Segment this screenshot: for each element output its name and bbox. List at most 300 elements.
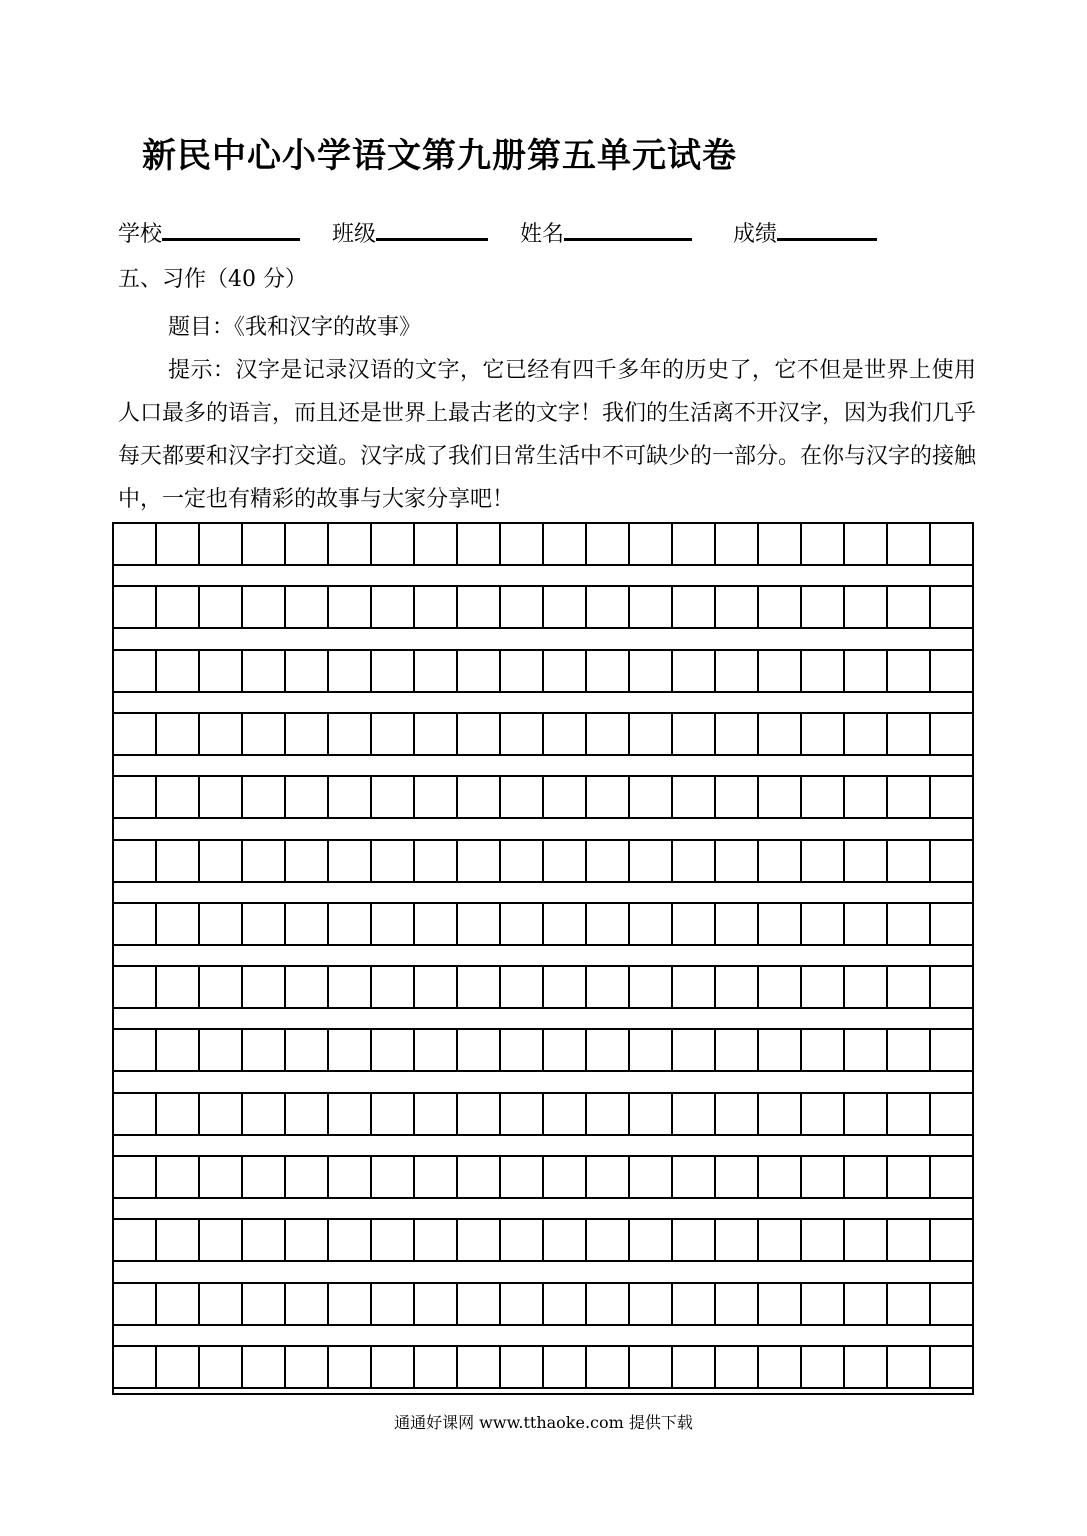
grid-row bbox=[114, 1092, 972, 1136]
grid-cell[interactable] bbox=[370, 1284, 413, 1324]
grid-cell[interactable] bbox=[929, 1284, 972, 1324]
grid-cell[interactable] bbox=[155, 1284, 198, 1324]
grid-row bbox=[114, 1218, 972, 1262]
grid-cell[interactable] bbox=[929, 587, 972, 627]
grid-cell[interactable] bbox=[757, 587, 800, 627]
grid-cell[interactable] bbox=[929, 967, 972, 1007]
grid-cell[interactable] bbox=[929, 1347, 972, 1387]
grid-cell[interactable] bbox=[542, 841, 585, 881]
grid-cell[interactable] bbox=[327, 1030, 370, 1070]
grid-cell[interactable] bbox=[198, 1284, 241, 1324]
grid-cell[interactable] bbox=[886, 1157, 929, 1197]
school-blank[interactable] bbox=[162, 216, 300, 241]
grid-cell[interactable] bbox=[886, 904, 929, 944]
grid-cell[interactable] bbox=[198, 777, 241, 817]
grid-cell[interactable] bbox=[757, 967, 800, 1007]
grid-cell[interactable] bbox=[198, 714, 241, 754]
grid-cell[interactable] bbox=[114, 967, 155, 1007]
grid-cell[interactable] bbox=[628, 1157, 671, 1197]
grid-cell[interactable] bbox=[114, 651, 155, 691]
grid-cell[interactable] bbox=[284, 587, 327, 627]
grid-cell[interactable] bbox=[714, 651, 757, 691]
grid-cell[interactable] bbox=[413, 841, 456, 881]
grid-cell[interactable] bbox=[757, 1030, 800, 1070]
grid-cell[interactable] bbox=[542, 1284, 585, 1324]
grid-cell[interactable] bbox=[114, 1094, 155, 1134]
grid-cell[interactable] bbox=[155, 967, 198, 1007]
grid-cell[interactable] bbox=[370, 1347, 413, 1387]
grid-cell[interactable] bbox=[585, 1220, 628, 1260]
grid-cell[interactable] bbox=[542, 524, 585, 564]
grid-cell[interactable] bbox=[542, 714, 585, 754]
grid-cell[interactable] bbox=[714, 714, 757, 754]
grid-cell[interactable] bbox=[585, 524, 628, 564]
grid-cell[interactable] bbox=[327, 1347, 370, 1387]
grid-row bbox=[114, 524, 972, 566]
grid-cell[interactable] bbox=[370, 524, 413, 564]
grid-cell[interactable] bbox=[929, 651, 972, 691]
grid-cell[interactable] bbox=[757, 1157, 800, 1197]
grid-cell[interactable] bbox=[671, 1094, 714, 1134]
grid-cell[interactable] bbox=[628, 967, 671, 1007]
grid-cell[interactable] bbox=[929, 904, 972, 944]
score-blank[interactable] bbox=[777, 216, 877, 241]
grid-cell[interactable] bbox=[843, 1030, 886, 1070]
grid-cell[interactable] bbox=[886, 714, 929, 754]
grid-cell[interactable] bbox=[241, 714, 284, 754]
grid-cell[interactable] bbox=[671, 524, 714, 564]
grid-cell[interactable] bbox=[542, 777, 585, 817]
grid-cell[interactable] bbox=[114, 524, 155, 564]
grid-cell[interactable] bbox=[456, 714, 499, 754]
grid-cell[interactable] bbox=[628, 1094, 671, 1134]
grid-cell[interactable] bbox=[671, 967, 714, 1007]
grid-cell[interactable] bbox=[628, 651, 671, 691]
grid-cell[interactable] bbox=[413, 1220, 456, 1260]
grid-cell[interactable] bbox=[456, 1030, 499, 1070]
grid-cell[interactable] bbox=[284, 714, 327, 754]
grid-cell[interactable] bbox=[757, 904, 800, 944]
grid-cell[interactable] bbox=[843, 1220, 886, 1260]
grid-cell[interactable] bbox=[671, 1347, 714, 1387]
grid-cell[interactable] bbox=[155, 1030, 198, 1070]
grid-cell[interactable] bbox=[241, 1220, 284, 1260]
grid-cell[interactable] bbox=[585, 1030, 628, 1070]
grid-cell[interactable] bbox=[499, 777, 542, 817]
grid-cell[interactable] bbox=[241, 1157, 284, 1197]
grid-cell[interactable] bbox=[241, 587, 284, 627]
grid-cell[interactable] bbox=[114, 1347, 155, 1387]
grid-cell[interactable] bbox=[800, 1157, 843, 1197]
grid-cell[interactable] bbox=[456, 1284, 499, 1324]
grid-cell[interactable] bbox=[413, 777, 456, 817]
grid-cell[interactable] bbox=[327, 524, 370, 564]
grid-cell[interactable] bbox=[370, 587, 413, 627]
grid-cell[interactable] bbox=[327, 904, 370, 944]
grid-cell[interactable] bbox=[370, 841, 413, 881]
grid-cell[interactable] bbox=[929, 1030, 972, 1070]
grid-cell[interactable] bbox=[714, 1094, 757, 1134]
grid-cell[interactable] bbox=[155, 651, 198, 691]
grid-cell[interactable] bbox=[284, 1284, 327, 1324]
grid-cell[interactable] bbox=[800, 1220, 843, 1260]
grid-cell[interactable] bbox=[671, 651, 714, 691]
grid-cell[interactable] bbox=[542, 1094, 585, 1134]
grid-cell[interactable] bbox=[284, 1094, 327, 1134]
grid-cell[interactable] bbox=[542, 1157, 585, 1197]
grid-cell[interactable] bbox=[886, 1094, 929, 1134]
grid-cell[interactable] bbox=[843, 714, 886, 754]
grid-cell[interactable] bbox=[499, 1284, 542, 1324]
grid-cell[interactable] bbox=[198, 967, 241, 1007]
grid-cell[interactable] bbox=[198, 1220, 241, 1260]
grid-row bbox=[114, 839, 972, 883]
grid-cell[interactable] bbox=[155, 777, 198, 817]
grid-cell[interactable] bbox=[456, 904, 499, 944]
grid-cell[interactable] bbox=[499, 841, 542, 881]
grid-cell[interactable] bbox=[284, 967, 327, 1007]
grid-cell[interactable] bbox=[198, 1030, 241, 1070]
grid-cell[interactable] bbox=[456, 841, 499, 881]
grid-cell[interactable] bbox=[499, 1030, 542, 1070]
grid-cell[interactable] bbox=[114, 841, 155, 881]
grid-cell[interactable] bbox=[886, 651, 929, 691]
grid-cell[interactable] bbox=[114, 587, 155, 627]
grid-cell[interactable] bbox=[542, 1347, 585, 1387]
grid-cell[interactable] bbox=[800, 1347, 843, 1387]
grid-cell[interactable] bbox=[327, 841, 370, 881]
grid-cell[interactable] bbox=[413, 1284, 456, 1324]
grid-cell[interactable] bbox=[628, 714, 671, 754]
grid-cell[interactable] bbox=[413, 967, 456, 1007]
grid-cell[interactable] bbox=[327, 651, 370, 691]
grid-cell[interactable] bbox=[327, 714, 370, 754]
grid-cell[interactable] bbox=[198, 1157, 241, 1197]
grid-cell[interactable] bbox=[456, 967, 499, 1007]
grid-cell[interactable] bbox=[628, 1347, 671, 1387]
grid-cell[interactable] bbox=[628, 841, 671, 881]
grid-cell[interactable] bbox=[628, 904, 671, 944]
grid-cell[interactable] bbox=[370, 777, 413, 817]
grid-cell[interactable] bbox=[327, 1284, 370, 1324]
grid-cell[interactable] bbox=[671, 714, 714, 754]
grid-cell[interactable] bbox=[929, 524, 972, 564]
grid-cell[interactable] bbox=[284, 524, 327, 564]
grid-cell[interactable] bbox=[499, 1157, 542, 1197]
grid-cell[interactable] bbox=[499, 904, 542, 944]
grid-cell[interactable] bbox=[714, 587, 757, 627]
grid-cell[interactable] bbox=[714, 1284, 757, 1324]
grid-cell[interactable] bbox=[714, 777, 757, 817]
grid-cell[interactable] bbox=[499, 587, 542, 627]
grid-cell[interactable] bbox=[757, 714, 800, 754]
grid-cell[interactable] bbox=[886, 777, 929, 817]
composition-prompt: 提示：汉字是记录汉语的文字，它已经有四千多年的历史了，它不但是世界上使用人口最多的语言，而且还是世界上最古老的文字！我们的生活离不开汉字，因为我们几乎每天都要和汉字打交道。汉字成了我们日常生活中不可缺少的一部分。在你与汉字的接触中，一定也有精彩的故事与大家分享吧！ bbox=[118, 358, 977, 512]
grid-cell[interactable] bbox=[800, 587, 843, 627]
grid-cell[interactable] bbox=[585, 1094, 628, 1134]
grid-cell[interactable] bbox=[628, 1284, 671, 1324]
grid-cell[interactable] bbox=[929, 1157, 972, 1197]
grid-cell[interactable] bbox=[241, 1030, 284, 1070]
class-blank[interactable] bbox=[376, 216, 488, 241]
grid-cell[interactable] bbox=[413, 714, 456, 754]
grid-cell[interactable] bbox=[542, 967, 585, 1007]
grid-cell[interactable] bbox=[499, 651, 542, 691]
class-field bbox=[332, 216, 488, 248]
grid-cell[interactable] bbox=[671, 904, 714, 944]
grid-cell[interactable] bbox=[757, 1094, 800, 1134]
grid-cell[interactable] bbox=[370, 967, 413, 1007]
grid-cell[interactable] bbox=[585, 1347, 628, 1387]
grid-cell[interactable] bbox=[155, 1347, 198, 1387]
grid-cell[interactable] bbox=[327, 777, 370, 817]
grid-cell[interactable] bbox=[800, 714, 843, 754]
grid-cell[interactable] bbox=[843, 524, 886, 564]
grid-cell[interactable] bbox=[671, 1220, 714, 1260]
grid-cell[interactable] bbox=[456, 1220, 499, 1260]
school-field bbox=[118, 216, 300, 248]
grid-cell[interactable] bbox=[542, 587, 585, 627]
grid-cell[interactable] bbox=[327, 1220, 370, 1260]
grid-cell[interactable] bbox=[757, 777, 800, 817]
score-label: 成绩 bbox=[733, 222, 778, 247]
grid-cell[interactable] bbox=[456, 587, 499, 627]
school-label: 学校 bbox=[118, 222, 163, 247]
grid-cell[interactable] bbox=[628, 524, 671, 564]
grid-cell[interactable] bbox=[671, 1157, 714, 1197]
grid-cell[interactable] bbox=[886, 967, 929, 1007]
grid-cell[interactable] bbox=[456, 1094, 499, 1134]
grid-cell[interactable] bbox=[671, 587, 714, 627]
grid-row bbox=[114, 1345, 972, 1389]
grid-cell[interactable] bbox=[155, 1157, 198, 1197]
grid-cell[interactable] bbox=[241, 1284, 284, 1324]
grid-cell[interactable] bbox=[370, 714, 413, 754]
grid-row bbox=[114, 1028, 972, 1072]
grid-cell[interactable] bbox=[585, 1284, 628, 1324]
grid-cell[interactable] bbox=[714, 524, 757, 564]
grid-cell[interactable] bbox=[757, 651, 800, 691]
grid-cell[interactable] bbox=[241, 967, 284, 1007]
grid-cell[interactable] bbox=[800, 777, 843, 817]
grid-cell[interactable] bbox=[843, 1094, 886, 1134]
grid-cell[interactable] bbox=[800, 1030, 843, 1070]
grid-cell[interactable] bbox=[542, 1220, 585, 1260]
grid-cell[interactable] bbox=[198, 524, 241, 564]
grid-cell[interactable] bbox=[114, 904, 155, 944]
grid-cell[interactable] bbox=[413, 1094, 456, 1134]
grid-cell[interactable] bbox=[284, 1030, 327, 1070]
grid-cell[interactable] bbox=[585, 1157, 628, 1197]
grid-cell[interactable] bbox=[241, 651, 284, 691]
grid-cell[interactable] bbox=[628, 1220, 671, 1260]
grid-cell[interactable] bbox=[499, 1220, 542, 1260]
grid-cell[interactable] bbox=[155, 1220, 198, 1260]
grid-cell[interactable] bbox=[499, 1094, 542, 1134]
grid-cell[interactable] bbox=[843, 1157, 886, 1197]
grid-cell[interactable] bbox=[671, 841, 714, 881]
grid-cell[interactable] bbox=[284, 904, 327, 944]
grid-cell[interactable] bbox=[413, 1157, 456, 1197]
grid-cell[interactable] bbox=[800, 1094, 843, 1134]
grid-cell[interactable] bbox=[714, 1157, 757, 1197]
grid-cell[interactable] bbox=[714, 1220, 757, 1260]
grid-cell[interactable] bbox=[198, 651, 241, 691]
footer-credit: 通通好课网 www.tthaoke.com 提供下载 bbox=[394, 1413, 693, 1432]
grid-cell[interactable] bbox=[542, 904, 585, 944]
grid-cell[interactable] bbox=[241, 904, 284, 944]
grid-cell[interactable] bbox=[714, 967, 757, 1007]
grid-cell[interactable] bbox=[714, 904, 757, 944]
grid-cell[interactable] bbox=[155, 524, 198, 564]
grid-cell[interactable] bbox=[241, 524, 284, 564]
writing-grid[interactable] bbox=[112, 522, 974, 1395]
grid-cell[interactable] bbox=[413, 1347, 456, 1387]
grid-cell[interactable] bbox=[370, 1220, 413, 1260]
grid-cell[interactable] bbox=[886, 1030, 929, 1070]
grid-cell[interactable] bbox=[114, 1284, 155, 1324]
grid-cell[interactable] bbox=[585, 967, 628, 1007]
grid-cell[interactable] bbox=[241, 1347, 284, 1387]
grid-cell[interactable] bbox=[327, 1094, 370, 1134]
grid-cell[interactable] bbox=[843, 841, 886, 881]
grid-cell[interactable] bbox=[241, 777, 284, 817]
grid-cell[interactable] bbox=[155, 841, 198, 881]
grid-cell[interactable] bbox=[370, 1094, 413, 1134]
grid-cell[interactable] bbox=[499, 714, 542, 754]
grid-cell[interactable] bbox=[886, 1220, 929, 1260]
grid-cell[interactable] bbox=[284, 777, 327, 817]
grid-cell[interactable] bbox=[929, 1094, 972, 1134]
grid-cell[interactable] bbox=[499, 524, 542, 564]
grid-cell[interactable] bbox=[370, 651, 413, 691]
grid-cell[interactable] bbox=[499, 967, 542, 1007]
grid-cell[interactable] bbox=[198, 1347, 241, 1387]
grid-cell[interactable] bbox=[628, 1030, 671, 1070]
grid-cell[interactable] bbox=[843, 1347, 886, 1387]
grid-cell[interactable] bbox=[370, 1157, 413, 1197]
grid-cell[interactable] bbox=[241, 1094, 284, 1134]
grid-cell[interactable] bbox=[284, 1347, 327, 1387]
grid-cell[interactable] bbox=[413, 587, 456, 627]
grid-cell[interactable] bbox=[585, 841, 628, 881]
grid-cell[interactable] bbox=[155, 714, 198, 754]
grid-cell[interactable] bbox=[114, 1030, 155, 1070]
grid-cell[interactable] bbox=[886, 524, 929, 564]
grid-cell[interactable] bbox=[714, 1347, 757, 1387]
grid-cell[interactable] bbox=[843, 967, 886, 1007]
grid-cell[interactable] bbox=[757, 1347, 800, 1387]
grid-cell[interactable] bbox=[114, 777, 155, 817]
grid-cell[interactable] bbox=[628, 777, 671, 817]
grid-cell[interactable] bbox=[542, 1030, 585, 1070]
grid-cell[interactable] bbox=[413, 524, 456, 564]
grid-cell[interactable] bbox=[886, 587, 929, 627]
grid-cell[interactable] bbox=[198, 904, 241, 944]
grid-cell[interactable] bbox=[929, 714, 972, 754]
grid-cell[interactable] bbox=[800, 904, 843, 944]
grid-cell[interactable] bbox=[284, 1220, 327, 1260]
grid-cell[interactable] bbox=[456, 651, 499, 691]
grid-cell[interactable] bbox=[800, 651, 843, 691]
grid-cell[interactable] bbox=[800, 841, 843, 881]
grid-cell[interactable] bbox=[327, 1157, 370, 1197]
grid-cell[interactable] bbox=[886, 1347, 929, 1387]
grid-cell[interactable] bbox=[628, 587, 671, 627]
grid-cell[interactable] bbox=[198, 1094, 241, 1134]
grid-cell[interactable] bbox=[714, 1030, 757, 1070]
grid-row bbox=[114, 649, 972, 693]
grid-cell[interactable] bbox=[542, 651, 585, 691]
grid-cell[interactable] bbox=[155, 587, 198, 627]
grid-cell[interactable] bbox=[757, 1284, 800, 1324]
grid-row bbox=[114, 902, 972, 946]
grid-cell[interactable] bbox=[114, 714, 155, 754]
grid-cell[interactable] bbox=[155, 904, 198, 944]
grid-cell[interactable] bbox=[585, 777, 628, 817]
grid-cell[interactable] bbox=[413, 1030, 456, 1070]
grid-cell[interactable] bbox=[886, 841, 929, 881]
grid-cell[interactable] bbox=[456, 1347, 499, 1387]
grid-cell[interactable] bbox=[757, 841, 800, 881]
grid-cell[interactable] bbox=[800, 524, 843, 564]
grid-cell[interactable] bbox=[800, 1284, 843, 1324]
grid-cell[interactable] bbox=[413, 651, 456, 691]
grid-cell[interactable] bbox=[370, 1030, 413, 1070]
grid-cell[interactable] bbox=[155, 1094, 198, 1134]
grid-cell[interactable] bbox=[241, 841, 284, 881]
grid-cell[interactable] bbox=[886, 1284, 929, 1324]
grid-cell[interactable] bbox=[284, 841, 327, 881]
grid-cell[interactable] bbox=[456, 1157, 499, 1197]
grid-cell[interactable] bbox=[714, 841, 757, 881]
grid-cell[interactable] bbox=[929, 841, 972, 881]
grid-cell[interactable] bbox=[327, 587, 370, 627]
grid-cell[interactable] bbox=[800, 967, 843, 1007]
grid-cell[interactable] bbox=[757, 1220, 800, 1260]
name-blank[interactable] bbox=[564, 216, 692, 241]
grid-cell[interactable] bbox=[413, 904, 456, 944]
grid-cell[interactable] bbox=[843, 777, 886, 817]
grid-cell[interactable] bbox=[284, 651, 327, 691]
grid-cell[interactable] bbox=[198, 841, 241, 881]
grid-cell[interactable] bbox=[585, 651, 628, 691]
grid-cell[interactable] bbox=[757, 524, 800, 564]
grid-cell[interactable] bbox=[671, 777, 714, 817]
grid-cell[interactable] bbox=[284, 1157, 327, 1197]
grid-cell[interactable] bbox=[929, 1220, 972, 1260]
grid-cell[interactable] bbox=[114, 1157, 155, 1197]
grid-cell[interactable] bbox=[671, 1030, 714, 1070]
student-info-row bbox=[0, 216, 1087, 250]
grid-cell[interactable] bbox=[114, 1220, 155, 1260]
grid-cell[interactable] bbox=[671, 1284, 714, 1324]
grid-cell[interactable] bbox=[198, 587, 241, 627]
grid-cell[interactable] bbox=[370, 904, 413, 944]
grid-cell[interactable] bbox=[843, 587, 886, 627]
grid-cell[interactable] bbox=[585, 587, 628, 627]
grid-cell[interactable] bbox=[585, 904, 628, 944]
grid-cell[interactable] bbox=[456, 524, 499, 564]
grid-cell[interactable] bbox=[585, 714, 628, 754]
grid-cell[interactable] bbox=[843, 651, 886, 691]
grid-cell[interactable] bbox=[456, 777, 499, 817]
grid-cell[interactable] bbox=[843, 1284, 886, 1324]
grid-cell[interactable] bbox=[843, 904, 886, 944]
grid-cell[interactable] bbox=[929, 777, 972, 817]
grid-cell[interactable] bbox=[499, 1347, 542, 1387]
grid-cell[interactable] bbox=[327, 967, 370, 1007]
